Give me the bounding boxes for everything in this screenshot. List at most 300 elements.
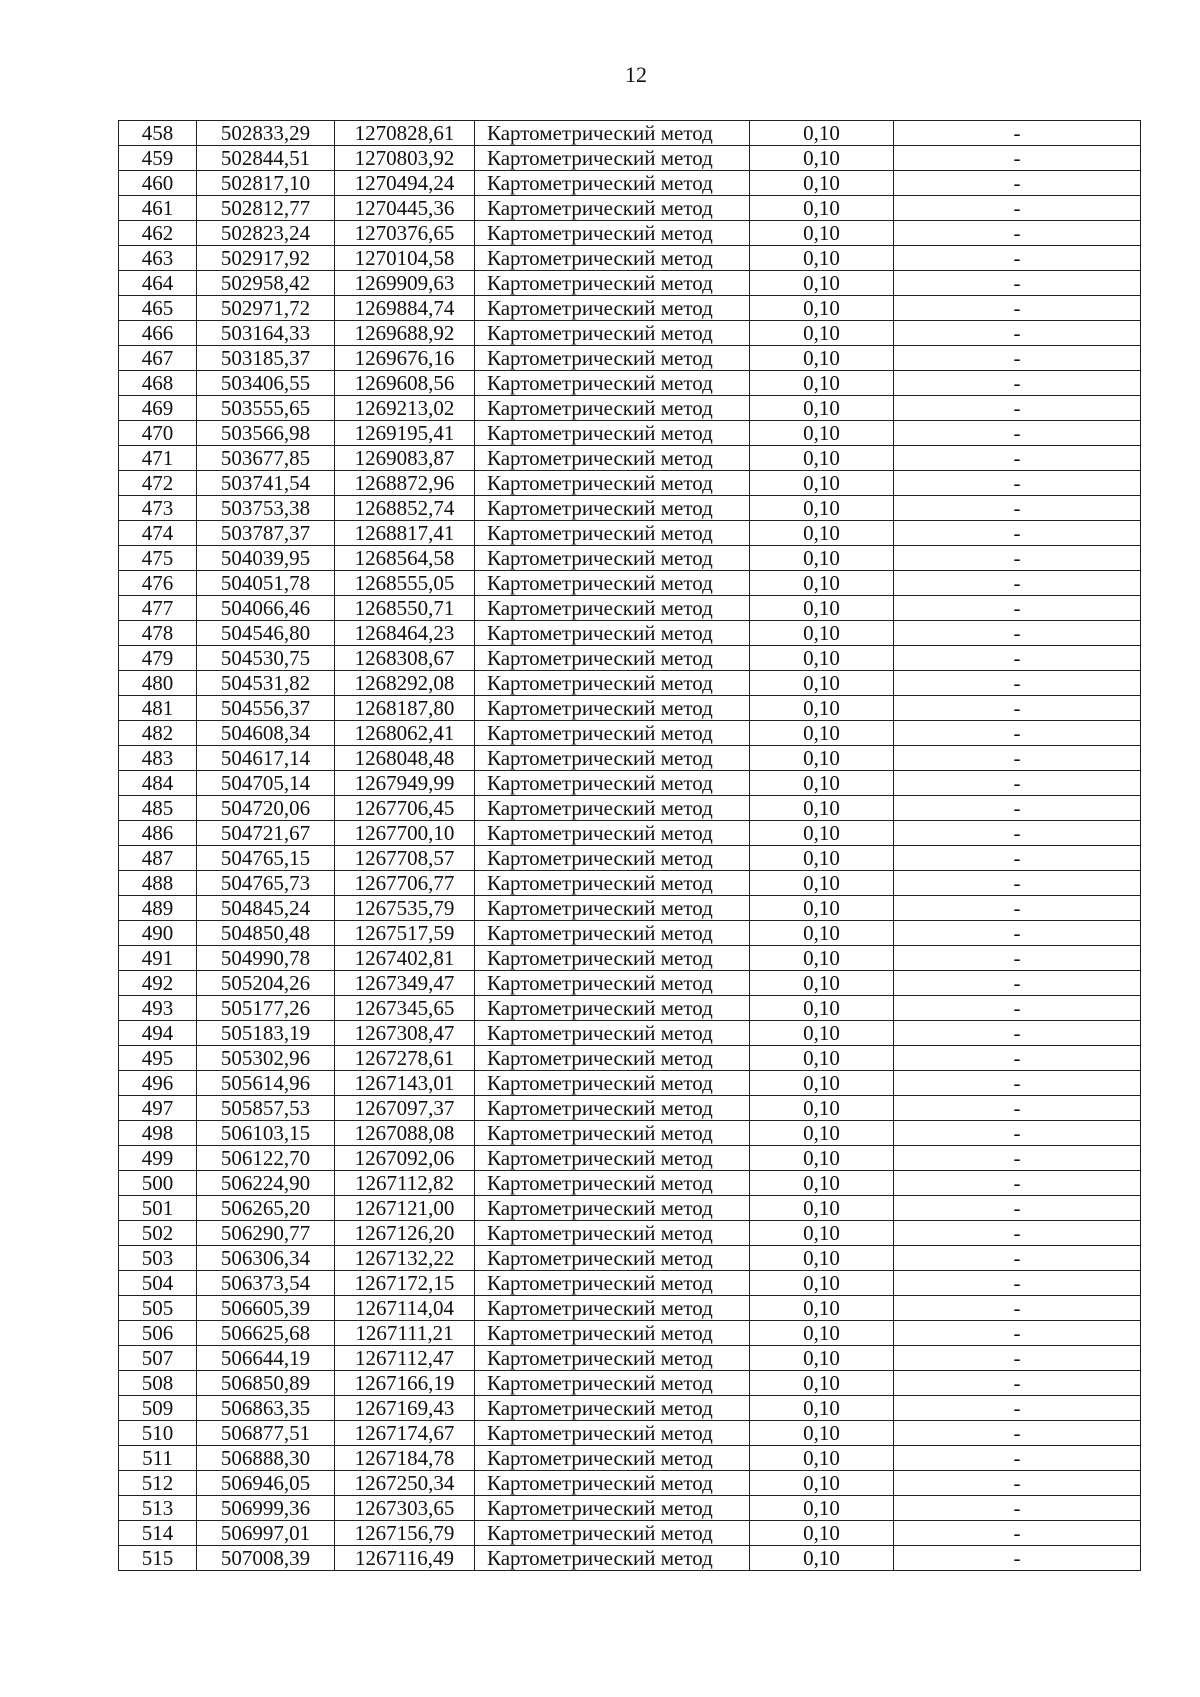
x-coordinate-cell: 504051,78 [197,571,335,596]
x-coordinate-cell: 504531,82 [197,671,335,696]
x-coordinate-cell: 506644,19 [197,1346,335,1371]
y-coordinate-cell: 1267708,57 [335,846,475,871]
y-coordinate-cell: 1269676,16 [335,346,475,371]
method-cell: Картометрический метод [475,196,750,221]
x-coordinate-cell: 504039,95 [197,546,335,571]
y-coordinate-cell: 1267184,78 [335,1446,475,1471]
accuracy-cell: 0,10 [750,321,894,346]
x-coordinate-cell: 504705,14 [197,771,335,796]
y-coordinate-cell: 1267250,34 [335,1471,475,1496]
table-row [119,821,1141,846]
description-cell: - [894,471,1141,496]
accuracy-cell: 0,10 [750,521,894,546]
table-row [119,1296,1141,1321]
description-cell: - [894,896,1141,921]
table-row [119,1546,1141,1571]
method-cell: Картометрический метод [475,1321,750,1346]
accuracy-cell: 0,10 [750,921,894,946]
method-cell: Картометрический метод [475,1496,750,1521]
method-cell: Картометрический метод [475,621,750,646]
point-number-cell: 465 [119,296,197,321]
table-row [119,1046,1141,1071]
point-number-cell: 506 [119,1321,197,1346]
y-coordinate-cell: 1267172,15 [335,1271,475,1296]
method-cell: Картометрический метод [475,1096,750,1121]
x-coordinate-cell: 506625,68 [197,1321,335,1346]
table-row [119,471,1141,496]
accuracy-cell: 0,10 [750,1096,894,1121]
description-cell: - [894,871,1141,896]
y-coordinate-cell: 1269688,92 [335,321,475,346]
table-row [119,446,1141,471]
point-number-cell: 496 [119,1071,197,1096]
description-cell: - [894,1421,1141,1446]
x-coordinate-cell: 506877,51 [197,1421,335,1446]
method-cell: Картометрический метод [475,946,750,971]
accuracy-cell: 0,10 [750,271,894,296]
x-coordinate-cell: 505183,19 [197,1021,335,1046]
description-cell: - [894,1071,1141,1096]
method-cell: Картометрический метод [475,521,750,546]
point-number-cell: 497 [119,1096,197,1121]
accuracy-cell: 0,10 [750,721,894,746]
table-row [119,521,1141,546]
method-cell: Картометрический метод [475,546,750,571]
x-coordinate-cell: 505614,96 [197,1071,335,1096]
point-number-cell: 500 [119,1171,197,1196]
point-number-cell: 483 [119,746,197,771]
x-coordinate-cell: 506103,15 [197,1121,335,1146]
point-number-cell: 478 [119,621,197,646]
x-coordinate-cell: 502971,72 [197,296,335,321]
description-cell: - [894,596,1141,621]
description-cell: - [894,671,1141,696]
point-number-cell: 489 [119,896,197,921]
method-cell: Картометрический метод [475,1396,750,1421]
table-row [119,996,1141,1021]
method-cell: Картометрический метод [475,471,750,496]
x-coordinate-cell: 503185,37 [197,346,335,371]
accuracy-cell: 0,10 [750,396,894,421]
description-cell: - [894,921,1141,946]
y-coordinate-cell: 1269608,56 [335,371,475,396]
point-number-cell: 498 [119,1121,197,1146]
method-cell: Картометрический метод [475,921,750,946]
point-number-cell: 502 [119,1221,197,1246]
point-number-cell: 514 [119,1521,197,1546]
method-cell: Картометрический метод [475,171,750,196]
y-coordinate-cell: 1267169,43 [335,1396,475,1421]
coordinates-table-body [119,121,1141,1571]
method-cell: Картометрический метод [475,1471,750,1496]
method-cell: Картометрический метод [475,271,750,296]
accuracy-cell: 0,10 [750,946,894,971]
method-cell: Картометрический метод [475,221,750,246]
accuracy-cell: 0,10 [750,1171,894,1196]
y-coordinate-cell: 1268292,08 [335,671,475,696]
y-coordinate-cell: 1268308,67 [335,646,475,671]
y-coordinate-cell: 1267166,19 [335,1371,475,1396]
table-row [119,221,1141,246]
point-number-cell: 488 [119,871,197,896]
accuracy-cell: 0,10 [750,221,894,246]
method-cell: Картометрический метод [475,296,750,321]
point-number-cell: 499 [119,1146,197,1171]
y-coordinate-cell: 1269909,63 [335,271,475,296]
description-cell: - [894,1446,1141,1471]
description-cell: - [894,1096,1141,1121]
x-coordinate-cell: 506997,01 [197,1521,335,1546]
method-cell: Картометрический метод [475,846,750,871]
description-cell: - [894,296,1141,321]
description-cell: - [894,1471,1141,1496]
x-coordinate-cell: 502823,24 [197,221,335,246]
x-coordinate-cell: 505204,26 [197,971,335,996]
table-row [119,571,1141,596]
x-coordinate-cell: 503566,98 [197,421,335,446]
description-cell: - [894,1196,1141,1221]
description-cell: - [894,246,1141,271]
description-cell: - [894,1521,1141,1546]
y-coordinate-cell: 1270803,92 [335,146,475,171]
accuracy-cell: 0,10 [750,1021,894,1046]
y-coordinate-cell: 1268464,23 [335,621,475,646]
point-number-cell: 510 [119,1421,197,1446]
description-cell: - [894,271,1141,296]
accuracy-cell: 0,10 [750,1471,894,1496]
method-cell: Картометрический метод [475,1071,750,1096]
point-number-cell: 473 [119,496,197,521]
accuracy-cell: 0,10 [750,746,894,771]
accuracy-cell: 0,10 [750,996,894,1021]
y-coordinate-cell: 1267949,99 [335,771,475,796]
accuracy-cell: 0,10 [750,496,894,521]
x-coordinate-cell: 506946,05 [197,1471,335,1496]
method-cell: Картометрический метод [475,446,750,471]
accuracy-cell: 0,10 [750,796,894,821]
y-coordinate-cell: 1267121,00 [335,1196,475,1221]
point-number-cell: 501 [119,1196,197,1221]
table-row [119,1471,1141,1496]
table-row [119,1321,1141,1346]
point-number-cell: 479 [119,646,197,671]
y-coordinate-cell: 1268564,58 [335,546,475,571]
table-row [119,1521,1141,1546]
accuracy-cell: 0,10 [750,371,894,396]
accuracy-cell: 0,10 [750,1371,894,1396]
accuracy-cell: 0,10 [750,471,894,496]
x-coordinate-cell: 504608,34 [197,721,335,746]
y-coordinate-cell: 1267092,06 [335,1146,475,1171]
y-coordinate-cell: 1268555,05 [335,571,475,596]
description-cell: - [894,971,1141,996]
table-row [119,1421,1141,1446]
point-number-cell: 482 [119,721,197,746]
point-number-cell: 468 [119,371,197,396]
y-coordinate-cell: 1269195,41 [335,421,475,446]
description-cell: - [894,696,1141,721]
table-row [119,1021,1141,1046]
method-cell: Картометрический метод [475,121,750,146]
point-number-cell: 513 [119,1496,197,1521]
x-coordinate-cell: 502833,29 [197,121,335,146]
method-cell: Картометрический метод [475,346,750,371]
table-row [119,196,1141,221]
description-cell: - [894,571,1141,596]
point-number-cell: 476 [119,571,197,596]
accuracy-cell: 0,10 [750,646,894,671]
y-coordinate-cell: 1267143,01 [335,1071,475,1096]
point-number-cell: 504 [119,1271,197,1296]
y-coordinate-cell: 1269884,74 [335,296,475,321]
method-cell: Картометрический метод [475,596,750,621]
table-row [119,921,1141,946]
x-coordinate-cell: 503753,38 [197,496,335,521]
point-number-cell: 470 [119,421,197,446]
description-cell: - [894,371,1141,396]
point-number-cell: 469 [119,396,197,421]
table-row [119,696,1141,721]
x-coordinate-cell: 502844,51 [197,146,335,171]
y-coordinate-cell: 1267111,21 [335,1321,475,1346]
table-row [119,621,1141,646]
table-row [119,1496,1141,1521]
y-coordinate-cell: 1268550,71 [335,596,475,621]
point-number-cell: 464 [119,271,197,296]
description-cell: - [894,1121,1141,1146]
table-row [119,1096,1141,1121]
y-coordinate-cell: 1267112,47 [335,1346,475,1371]
description-cell: - [894,396,1141,421]
description-cell: - [894,446,1141,471]
x-coordinate-cell: 505177,26 [197,996,335,1021]
description-cell: - [894,821,1141,846]
accuracy-cell: 0,10 [750,1521,894,1546]
accuracy-cell: 0,10 [750,1421,894,1446]
method-cell: Картометрический метод [475,1446,750,1471]
accuracy-cell: 0,10 [750,546,894,571]
table-row [119,146,1141,171]
y-coordinate-cell: 1268872,96 [335,471,475,496]
method-cell: Картометрический метод [475,1196,750,1221]
x-coordinate-cell: 503677,85 [197,446,335,471]
table-row [119,1246,1141,1271]
accuracy-cell: 0,10 [750,1396,894,1421]
point-number-cell: 487 [119,846,197,871]
point-number-cell: 472 [119,471,197,496]
point-number-cell: 474 [119,521,197,546]
x-coordinate-cell: 503741,54 [197,471,335,496]
x-coordinate-cell: 506863,35 [197,1396,335,1421]
x-coordinate-cell: 504556,37 [197,696,335,721]
y-coordinate-cell: 1267112,82 [335,1171,475,1196]
x-coordinate-cell: 506290,77 [197,1221,335,1246]
method-cell: Картометрический метод [475,1271,750,1296]
point-number-cell: 485 [119,796,197,821]
accuracy-cell: 0,10 [750,1496,894,1521]
method-cell: Картометрический метод [475,721,750,746]
description-cell: - [894,346,1141,371]
point-number-cell: 475 [119,546,197,571]
description-cell: - [894,146,1141,171]
table-row [119,1446,1141,1471]
table-row [119,546,1141,571]
method-cell: Картометрический метод [475,1421,750,1446]
y-coordinate-cell: 1267308,47 [335,1021,475,1046]
table-row [119,971,1141,996]
x-coordinate-cell: 503164,33 [197,321,335,346]
y-coordinate-cell: 1267700,10 [335,821,475,846]
description-cell: - [894,646,1141,671]
accuracy-cell: 0,10 [750,146,894,171]
description-cell: - [894,1296,1141,1321]
table-row [119,121,1141,146]
accuracy-cell: 0,10 [750,296,894,321]
y-coordinate-cell: 1269083,87 [335,446,475,471]
accuracy-cell: 0,10 [750,621,894,646]
point-number-cell: 495 [119,1046,197,1071]
x-coordinate-cell: 504765,73 [197,871,335,896]
accuracy-cell: 0,10 [750,1221,894,1246]
description-cell: - [894,1546,1141,1571]
point-number-cell: 471 [119,446,197,471]
method-cell: Картометрический метод [475,1046,750,1071]
table-row [119,371,1141,396]
x-coordinate-cell: 504720,06 [197,796,335,821]
method-cell: Картометрический метод [475,1146,750,1171]
description-cell: - [894,1171,1141,1196]
method-cell: Картометрический метод [475,1296,750,1321]
method-cell: Картометрический метод [475,1171,750,1196]
accuracy-cell: 0,10 [750,346,894,371]
y-coordinate-cell: 1268187,80 [335,696,475,721]
y-coordinate-cell: 1267132,22 [335,1246,475,1271]
table-row [119,1346,1141,1371]
method-cell: Картометрический метод [475,771,750,796]
accuracy-cell: 0,10 [750,196,894,221]
method-cell: Картометрический метод [475,871,750,896]
table-row [119,346,1141,371]
description-cell: - [894,421,1141,446]
y-coordinate-cell: 1268062,41 [335,721,475,746]
table-row [119,896,1141,921]
table-row [119,596,1141,621]
x-coordinate-cell: 506888,30 [197,1446,335,1471]
accuracy-cell: 0,10 [750,1246,894,1271]
accuracy-cell: 0,10 [750,1196,894,1221]
description-cell: - [894,1046,1141,1071]
accuracy-cell: 0,10 [750,1146,894,1171]
table-row [119,1221,1141,1246]
table-row [119,271,1141,296]
y-coordinate-cell: 1268817,41 [335,521,475,546]
x-coordinate-cell: 506265,20 [197,1196,335,1221]
x-coordinate-cell: 506373,54 [197,1271,335,1296]
accuracy-cell: 0,10 [750,121,894,146]
point-number-cell: 467 [119,346,197,371]
method-cell: Картометрический метод [475,146,750,171]
x-coordinate-cell: 504990,78 [197,946,335,971]
y-coordinate-cell: 1267097,37 [335,1096,475,1121]
description-cell: - [894,496,1141,521]
method-cell: Картометрический метод [475,246,750,271]
x-coordinate-cell: 504721,67 [197,821,335,846]
description-cell: - [894,521,1141,546]
method-cell: Картометрический метод [475,671,750,696]
method-cell: Картометрический метод [475,796,750,821]
method-cell: Картометрический метод [475,696,750,721]
method-cell: Картометрический метод [475,1346,750,1371]
table-row [119,321,1141,346]
accuracy-cell: 0,10 [750,596,894,621]
y-coordinate-cell: 1267278,61 [335,1046,475,1071]
y-coordinate-cell: 1267174,67 [335,1421,475,1446]
table-row [119,171,1141,196]
accuracy-cell: 0,10 [750,446,894,471]
accuracy-cell: 0,10 [750,971,894,996]
y-coordinate-cell: 1270376,65 [335,221,475,246]
point-number-cell: 509 [119,1396,197,1421]
point-number-cell: 480 [119,671,197,696]
point-number-cell: 484 [119,771,197,796]
description-cell: - [894,546,1141,571]
table-row [119,396,1141,421]
point-number-cell: 491 [119,946,197,971]
point-number-cell: 486 [119,821,197,846]
x-coordinate-cell: 502817,10 [197,171,335,196]
method-cell: Картометрический метод [475,1121,750,1146]
point-number-cell: 505 [119,1296,197,1321]
table-row [119,846,1141,871]
description-cell: - [894,321,1141,346]
point-number-cell: 459 [119,146,197,171]
description-cell: - [894,846,1141,871]
y-coordinate-cell: 1270104,58 [335,246,475,271]
x-coordinate-cell: 502958,42 [197,271,335,296]
accuracy-cell: 0,10 [750,1546,894,1571]
table-row [119,646,1141,671]
table-row [119,1196,1141,1221]
description-cell: - [894,946,1141,971]
x-coordinate-cell: 505302,96 [197,1046,335,1071]
x-coordinate-cell: 504530,75 [197,646,335,671]
description-cell: - [894,621,1141,646]
y-coordinate-cell: 1269213,02 [335,396,475,421]
point-number-cell: 458 [119,121,197,146]
accuracy-cell: 0,10 [750,1296,894,1321]
y-coordinate-cell: 1267126,20 [335,1221,475,1246]
method-cell: Картометрический метод [475,496,750,521]
method-cell: Картометрический метод [475,1371,750,1396]
y-coordinate-cell: 1270445,36 [335,196,475,221]
description-cell: - [894,196,1141,221]
y-coordinate-cell: 1267706,45 [335,796,475,821]
method-cell: Картометрический метод [475,1546,750,1571]
accuracy-cell: 0,10 [750,571,894,596]
method-cell: Картометрический метод [475,371,750,396]
table-row [119,1071,1141,1096]
x-coordinate-cell: 504765,15 [197,846,335,871]
table-row [119,1121,1141,1146]
description-cell: - [894,796,1141,821]
description-cell: - [894,746,1141,771]
point-number-cell: 481 [119,696,197,721]
point-number-cell: 463 [119,246,197,271]
x-coordinate-cell: 503787,37 [197,521,335,546]
description-cell: - [894,1371,1141,1396]
x-coordinate-cell: 506850,89 [197,1371,335,1396]
table-row [119,1146,1141,1171]
